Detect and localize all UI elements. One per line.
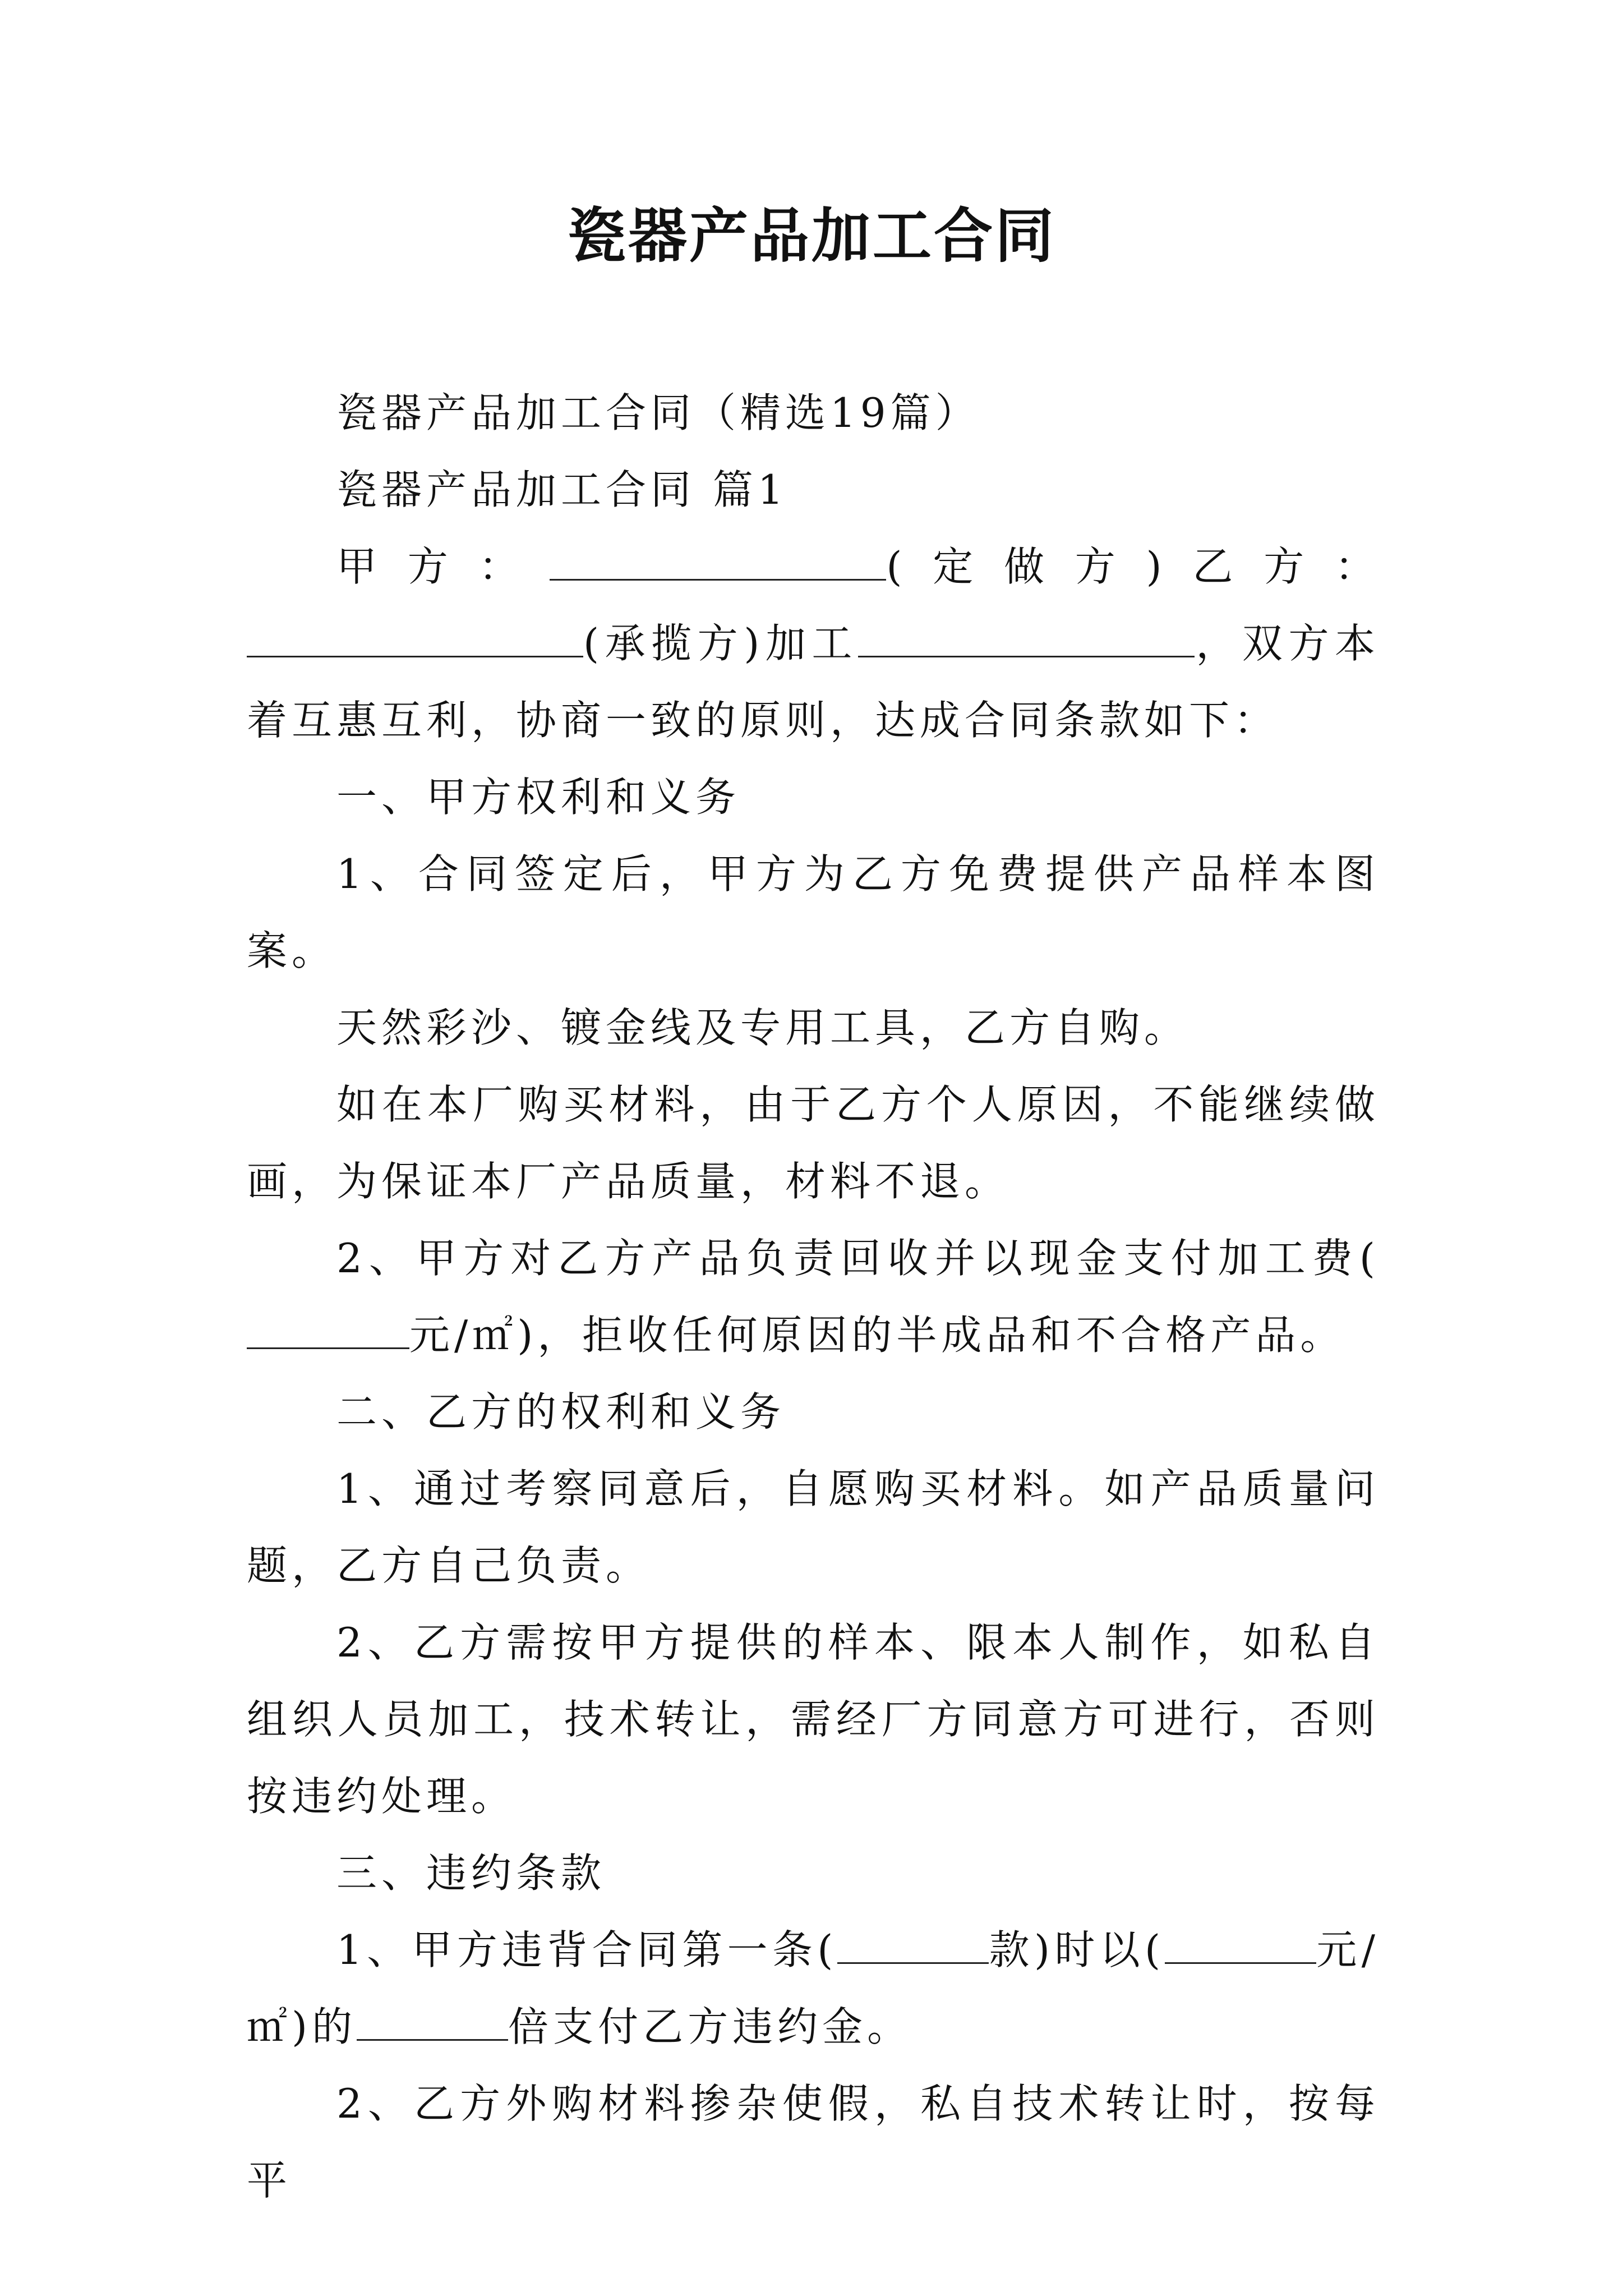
clause-number-blank [837, 1923, 989, 1964]
paragraph-subtitle [247, 375, 1380, 452]
fee-blank [247, 1308, 409, 1349]
paragraph-text: 1、合同签定后，甲方为乙方免费提供产品样本图案。 [247, 850, 1380, 974]
clause-2-1 [247, 1451, 1380, 1604]
clause-1-materials [247, 990, 1380, 1066]
clause-1-purchase [247, 1066, 1380, 1220]
rate-blank [1165, 1923, 1316, 1964]
paragraph-text: 2、乙方外购材料掺杂使假，私自技术转让时，按每平 [247, 2080, 1380, 2204]
clause-3-2 [247, 2065, 1380, 2219]
paragraph-text: 1、甲方违背合同第一条( [336, 1926, 838, 1973]
document-body [247, 375, 1380, 2219]
paragraph-text: 如在本厂购买材料，由于乙方个人原因，不能继续做画，为保证本厂产品质量，材料不退。 [247, 1081, 1380, 1205]
party-b-blank [247, 616, 583, 657]
paragraph-text: 元/㎡)，拒收任何原因的半成品和不合格产品。 [409, 1312, 1345, 1359]
paragraph-text: 倍支付乙方违约金。 [508, 2003, 912, 2050]
paragraph-parties [247, 528, 1380, 759]
clause-2-2 [247, 1604, 1380, 1835]
paragraph-text: ，双方本着互惠互利，协商一致的原则，达成合同条款如下： [247, 620, 1380, 744]
paragraph-text: 款)时以( [989, 1926, 1165, 1973]
multiplier-blank [357, 2000, 508, 2041]
paragraph-section-heading [247, 452, 1380, 528]
party-a-label: 甲方： [336, 543, 550, 590]
paragraph-text: 1、通过考察同意后，自愿购买材料。如产品质量问题，乙方自己负责。 [247, 1465, 1380, 1589]
paragraph-text: 2、甲方对乙方产品负责回收并以现金支付加工费( [336, 1235, 1380, 1282]
paragraph-text: 一、甲方权利和义务 [336, 774, 741, 821]
paragraph-text: 二、乙方的权利和义务 [336, 1388, 786, 1435]
paragraph-text: 三、违约条款 [336, 1849, 606, 1897]
processing-label: (承揽方)加工 [583, 620, 858, 667]
clause-1-1 [247, 836, 1380, 990]
clause-1-2 [247, 1220, 1380, 1374]
clause-3-1 [247, 1912, 1380, 2065]
clause-heading-2 [247, 1374, 1380, 1451]
paragraph-text: 瓷器产品加工合同 篇1 [336, 466, 788, 513]
paragraph-text: 天然彩沙、镀金线及专用工具，乙方自购。 [336, 1004, 1189, 1051]
clause-heading-3 [247, 1835, 1380, 1912]
processing-blank [858, 616, 1195, 657]
paragraph-text: 2、乙方需按甲方提供的样本、限本人制作，如私自组织人员加工，技术转让，需经厂方同意方可进行，否则按违约处理。 [247, 1619, 1380, 1820]
paragraph-text: 瓷器产品加工合同（精选19篇） [336, 389, 980, 436]
paragraph-text: 元/㎡)的 [247, 1926, 1380, 2050]
party-a-blank [550, 540, 886, 581]
party-b-label: (定做方)乙方： [886, 543, 1380, 590]
clause-heading-1 [247, 759, 1380, 836]
document-title: 瓷器产品加工合同 [566, 201, 1056, 270]
